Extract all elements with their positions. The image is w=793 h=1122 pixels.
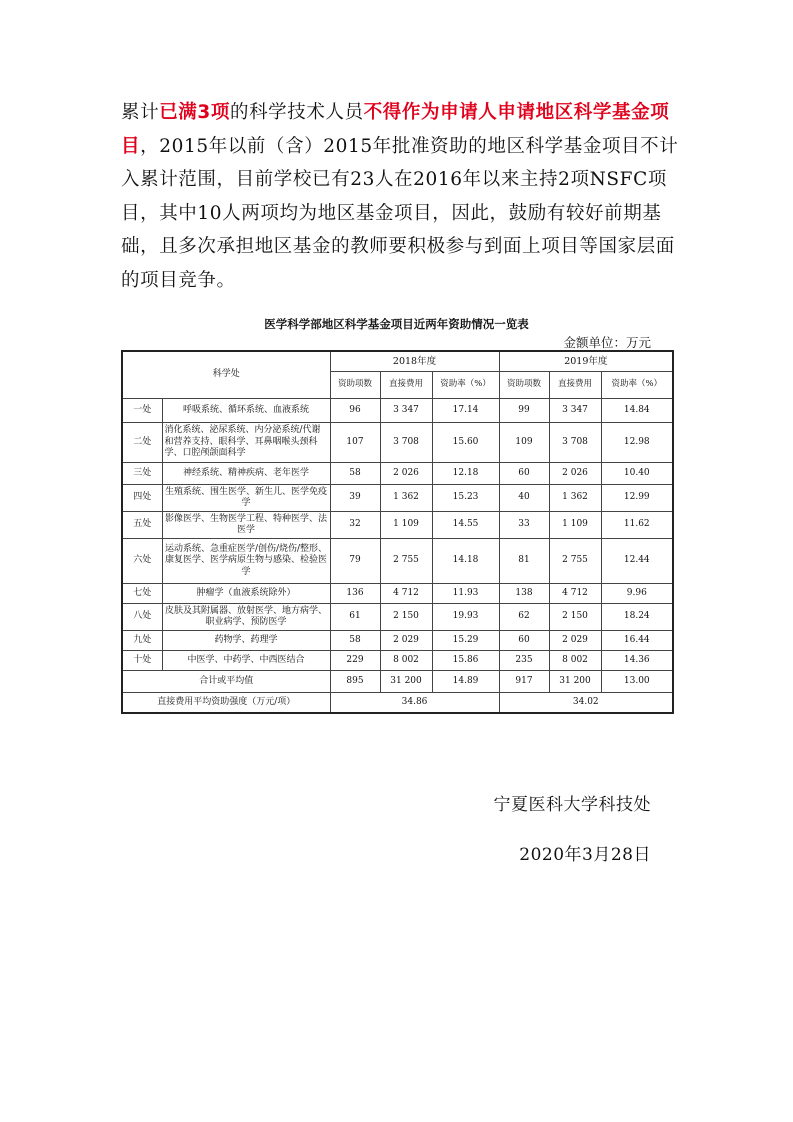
field-cell: 生殖系统、围生医学、新生儿、医学免疫学 [162, 485, 330, 512]
cost-2018-cell: 2 026 [380, 463, 432, 485]
count-2018-cell: 107 [330, 423, 380, 463]
rate-2018-cell: 14.55 [432, 512, 499, 539]
total-cost-2019: 31 200 [549, 671, 601, 693]
count-2019-cell: 109 [499, 423, 549, 463]
field-cell: 肿瘤学（血液系统除外） [162, 584, 330, 604]
total-row [122, 671, 673, 693]
cost-2018-cell: 8 002 [380, 651, 432, 671]
header-year-2019: 2019年度 [499, 351, 673, 372]
field-cell: 呼吸系统、循环系统、血液系统 [162, 399, 330, 423]
rate-2019-cell: 14.84 [601, 399, 673, 423]
cost-2019-cell: 2 150 [549, 604, 601, 631]
para-text-1: 累计 [121, 102, 160, 123]
field-cell: 运动系统、急重症医学/创伤/烧伤/整形、康复医学、医学病原生物与感染、检验医学 [162, 539, 330, 584]
cost-2018-cell: 1 362 [380, 485, 432, 512]
count-2018-cell: 58 [330, 631, 380, 651]
header-rate-2018: 资助率（%） [432, 372, 499, 399]
funding-table [121, 350, 674, 714]
cost-2019-cell: 3 708 [549, 423, 601, 463]
cost-2018-cell: 3 708 [380, 423, 432, 463]
dept-cell: 三处 [122, 463, 162, 485]
cost-2018-cell: 4 712 [380, 584, 432, 604]
rate-2018-cell: 19.93 [432, 604, 499, 631]
rate-2019-cell: 11.62 [601, 512, 673, 539]
dept-cell: 四处 [122, 485, 162, 512]
table-row [122, 651, 673, 671]
cost-2019-cell: 3 347 [549, 399, 601, 423]
header-rate-2019: 资助率（%） [601, 372, 673, 399]
count-2018-cell: 136 [330, 584, 380, 604]
average-2019: 34.02 [499, 693, 673, 713]
total-count-2018: 895 [330, 671, 380, 693]
count-2019-cell: 33 [499, 512, 549, 539]
table-row [122, 399, 673, 423]
table-row [122, 539, 673, 584]
count-2018-cell: 229 [330, 651, 380, 671]
average-2018: 34.86 [330, 693, 499, 713]
header-cost-2018: 直接费用 [380, 372, 432, 399]
rate-2019-cell: 12.99 [601, 485, 673, 512]
count-2019-cell: 60 [499, 463, 549, 485]
rate-2018-cell: 17.14 [432, 399, 499, 423]
field-cell: 消化系统、泌尿系统、内分泌系统/代谢和营养支持、眼科学、耳鼻咽喉头颈科学、口腔颅颌面科学 [162, 423, 330, 463]
total-cost-2018: 31 200 [380, 671, 432, 693]
table-row [122, 463, 673, 485]
header-cost-2019: 直接费用 [549, 372, 601, 399]
header-count-2019: 资助项数 [499, 372, 549, 399]
table-row [122, 604, 673, 631]
field-cell: 皮肤及其附属器、放射医学、地方病学、职业病学、预防医学 [162, 604, 330, 631]
count-2019-cell: 60 [499, 631, 549, 651]
para-text-2: 的科学技术人员 [229, 102, 364, 123]
dept-cell: 七处 [122, 584, 162, 604]
rate-2019-cell: 18.24 [601, 604, 673, 631]
table-row [122, 423, 673, 463]
count-2019-cell: 40 [499, 485, 549, 512]
count-2019-cell: 235 [499, 651, 549, 671]
table-row [122, 631, 673, 651]
rate-2018-cell: 12.18 [432, 463, 499, 485]
average-label: 直接费用平均资助强度（万元/项） [122, 693, 330, 713]
dept-cell: 六处 [122, 539, 162, 584]
header-dept: 科学处 [122, 351, 330, 399]
rate-2019-cell: 10.40 [601, 463, 673, 485]
cost-2018-cell: 3 347 [380, 399, 432, 423]
cost-2018-cell: 2 029 [380, 631, 432, 651]
field-cell: 影像医学、生物医学工程、特种医学、法医学 [162, 512, 330, 539]
cost-2019-cell: 1 109 [549, 512, 601, 539]
rate-2019-cell: 12.44 [601, 539, 673, 584]
count-2018-cell: 96 [330, 399, 380, 423]
count-2018-cell: 32 [330, 512, 380, 539]
footer-organization: 宁夏医科大学科技处 [493, 795, 651, 815]
count-2018-cell: 79 [330, 539, 380, 584]
rate-2018-cell: 15.86 [432, 651, 499, 671]
count-2019-cell: 62 [499, 604, 549, 631]
field-cell: 中医学、中药学、中西医结合 [162, 651, 330, 671]
cost-2018-cell: 2 755 [380, 539, 432, 584]
total-count-2019: 917 [499, 671, 549, 693]
dept-cell: 一处 [122, 399, 162, 423]
cost-2019-cell: 2 755 [549, 539, 601, 584]
cost-2019-cell: 1 362 [549, 485, 601, 512]
cost-2018-cell: 1 109 [380, 512, 432, 539]
cost-2019-cell: 2 026 [549, 463, 601, 485]
rate-2018-cell: 14.18 [432, 539, 499, 584]
cost-2019-cell: 4 712 [549, 584, 601, 604]
rate-2019-cell: 12.98 [601, 423, 673, 463]
total-rate-2019: 13.00 [601, 671, 673, 693]
table-row [122, 485, 673, 512]
dept-cell: 八处 [122, 604, 162, 631]
footer-date: 2020年3月28日 [519, 845, 651, 865]
field-cell: 神经系统、精神疾病、老年医学 [162, 463, 330, 485]
total-rate-2018: 14.89 [432, 671, 499, 693]
rate-2019-cell: 9.96 [601, 584, 673, 604]
highlight-restriction: 不得作为申请人申请地区科学基金项目 [121, 102, 670, 157]
total-label: 合计或平均值 [122, 671, 330, 693]
rate-2018-cell: 15.29 [432, 631, 499, 651]
count-2019-cell: 81 [499, 539, 549, 584]
para-text-3: ，2015年以前（含）2015年批准资助的地区科学基金项目不计入累计范围，目前学校已有23人在2016年以来主持2项NSFC项目，其中10人两项均为地区基金项目，因此，鼓励有较好前期基础，且多次承担地区基金的教师要积极参与到面上项目等国家层面的项目竞争。 [121, 135, 679, 291]
dept-cell: 九处 [122, 631, 162, 651]
header-count-2018: 资助项数 [330, 372, 380, 399]
cost-2019-cell: 8 002 [549, 651, 601, 671]
count-2018-cell: 61 [330, 604, 380, 631]
intro-paragraph [121, 96, 681, 297]
table-row [122, 512, 673, 539]
count-2018-cell: 58 [330, 463, 380, 485]
rate-2019-cell: 16.44 [601, 631, 673, 651]
dept-cell: 十处 [122, 651, 162, 671]
cost-2018-cell: 2 150 [380, 604, 432, 631]
table-title: 医学科学部地区科学基金项目近两年资助情况一览表 [264, 317, 529, 331]
amount-unit: 金额单位：万元 [563, 335, 651, 350]
dept-cell: 五处 [122, 512, 162, 539]
rate-2018-cell: 15.60 [432, 423, 499, 463]
dept-cell: 二处 [122, 423, 162, 463]
cost-2019-cell: 2 029 [549, 631, 601, 651]
highlight-three-projects: 已满3项 [159, 102, 230, 123]
field-cell: 药物学、药理学 [162, 631, 330, 651]
count-2018-cell: 39 [330, 485, 380, 512]
count-2019-cell: 138 [499, 584, 549, 604]
table-row [122, 584, 673, 604]
rate-2018-cell: 11.93 [432, 584, 499, 604]
rate-2018-cell: 15.23 [432, 485, 499, 512]
average-row [122, 693, 673, 713]
rate-2019-cell: 14.36 [601, 651, 673, 671]
header-year-2018: 2018年度 [330, 351, 499, 372]
count-2019-cell: 99 [499, 399, 549, 423]
